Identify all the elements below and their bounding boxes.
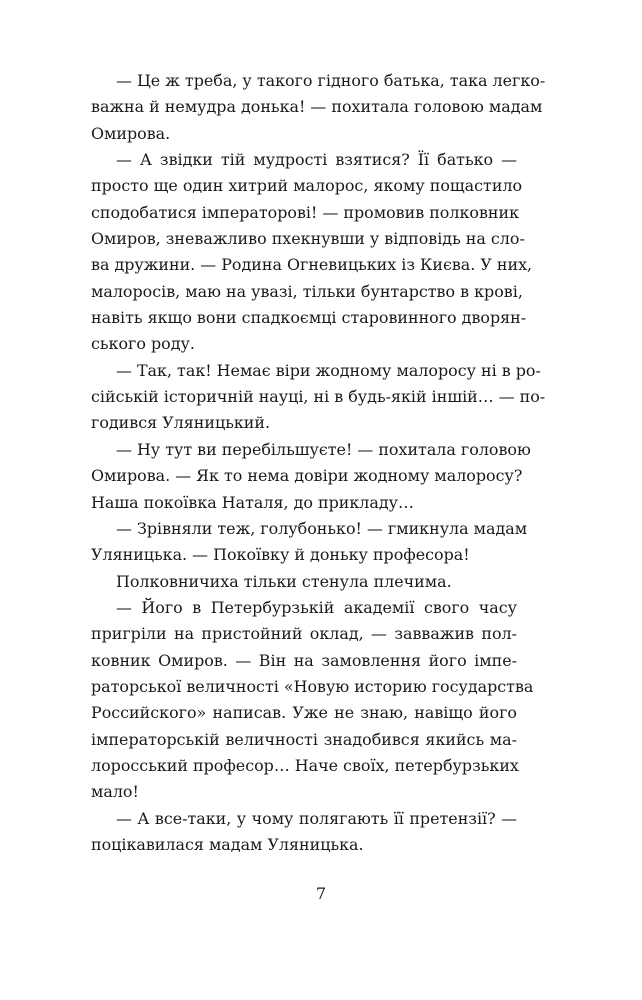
text-line: Омиров, зневажливо пхекнувши у відповідь на сло- <box>91 229 525 249</box>
text-line: — Зрівняли теж, голубонько! — гмикнула мадам <box>116 518 528 538</box>
text-line: годився Уляницький. <box>91 413 271 433</box>
text-line: навіть якщо вони спадкоємці старовинного дворян- <box>91 308 527 328</box>
text-line: сподобатися імператорові! — промовив полковник <box>91 202 519 222</box>
text-line: імператорській величності знадобився якийсь ма- <box>91 729 517 749</box>
text-line: Омирова. <box>91 123 171 143</box>
text-line: Наша покоївка Наталя, до прикладу… <box>91 492 414 512</box>
text-line: поцікавилася мадам Уляницька. <box>91 834 364 854</box>
text-line: Омирова. — Як то нема довіри жодному малоросу? <box>91 466 523 486</box>
text-line: — А звідки тій мудрості взятися? Її батько — <box>116 150 517 170</box>
page-text <box>91 68 546 858</box>
text-line: — Ну тут ви перебільшуєте! — похитала головою <box>116 439 531 459</box>
text-line: мало! <box>91 782 139 802</box>
text-line: Полковничиха тільки стенула плечима. <box>116 571 452 591</box>
text-line: пригріли на пристойний оклад, — завважив пол- <box>91 624 517 644</box>
text-line: ковник Омиров. — Він на замовлення його імпе- <box>91 650 517 670</box>
text-line: Российского» написав. Уже не знаю, навіщо його <box>91 703 517 723</box>
text-line: просто ще один хитрий малорос, якому пощастило <box>91 176 523 196</box>
text-line: Уляницька. — Покоївку й доньку професора! <box>91 545 470 565</box>
text-line: — Так, так! Немає віри жодному малоросу ні в ро- <box>116 360 541 380</box>
text-line: важна й немудра донька! — похитала головою мадам <box>91 97 543 117</box>
text-line: — Це ж треба, у такого гідного батька, така легко- <box>116 71 546 90</box>
page-number: 7 <box>315 884 327 903</box>
text-line: ва дружини. — Родина Огневицьких із Києва. У них, <box>91 255 533 275</box>
text-line: сійській історичній науці, ні в будь-якій іншій… — по- <box>91 387 546 407</box>
text-line: малоросів, маю на увазі, тільки бунтарство в крові, <box>91 281 523 301</box>
text-line: — А все-таки, у чому полягають її претензії? — <box>116 808 517 828</box>
text-line: лоросський професор… Наче своїх, петербурзьких <box>91 755 519 775</box>
text-line: ського роду. <box>91 334 195 354</box>
text-line: — Його в Петербурзькій академії свого часу <box>116 597 517 617</box>
text-line: раторської величності «Новую историю государства <box>91 676 534 696</box>
